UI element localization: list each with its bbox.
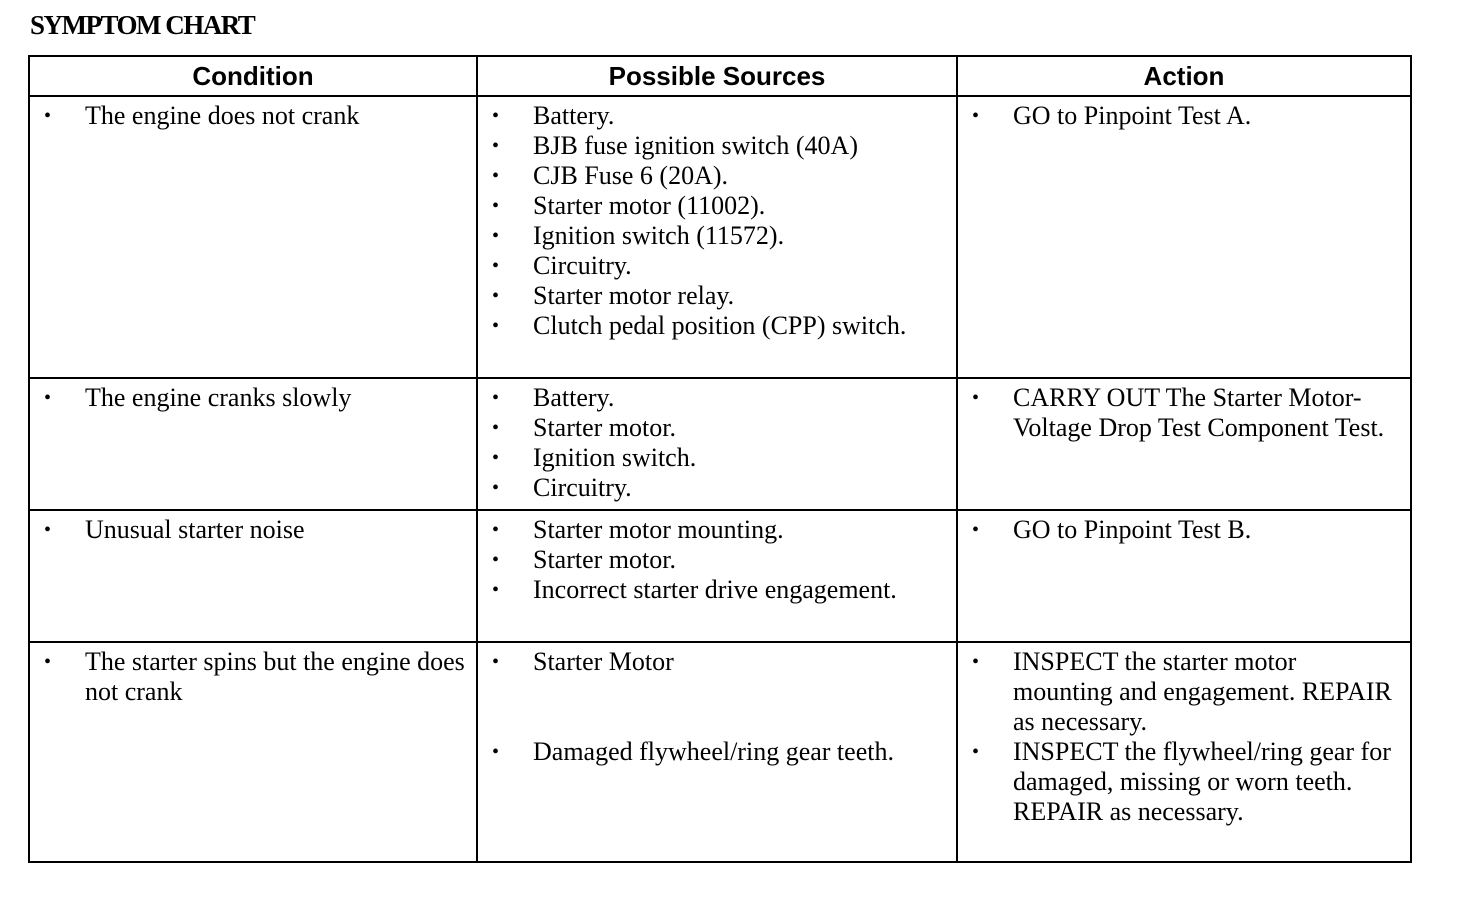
list-item: • Starter Motor bbox=[492, 647, 674, 676]
bullet-icon: • bbox=[972, 387, 980, 409]
bullet-icon: • bbox=[492, 135, 500, 157]
action-cell bbox=[957, 642, 1411, 862]
bullet-icon: • bbox=[44, 519, 52, 541]
bullet-icon: • bbox=[492, 519, 500, 541]
sources-cell bbox=[477, 510, 957, 642]
bullet-icon: • bbox=[972, 651, 980, 673]
list-item: • Ignition switch. bbox=[492, 443, 697, 472]
header-row bbox=[29, 56, 1411, 96]
list-item: • GO to Pinpoint Test A. bbox=[972, 101, 1252, 130]
action-cell bbox=[957, 510, 1411, 642]
list-item: • The engine does not crank bbox=[44, 101, 360, 130]
condition-cell bbox=[29, 378, 477, 510]
list-item: • Ignition switch (11572). bbox=[492, 221, 785, 250]
list-item: • Starter motor relay. bbox=[492, 281, 735, 310]
bullet-icon: • bbox=[44, 651, 52, 673]
bullet-icon: • bbox=[972, 105, 980, 127]
bullet-icon: • bbox=[492, 225, 500, 247]
bullet-icon: • bbox=[492, 105, 500, 127]
header-condition: Condition bbox=[29, 56, 477, 96]
condition-cell bbox=[29, 510, 477, 642]
bullet-icon: • bbox=[492, 579, 500, 601]
header-possible-sources: Possible Sources bbox=[477, 56, 957, 96]
list-item: • Circuitry. bbox=[492, 251, 632, 280]
list-item: • Unusual starter noise bbox=[44, 515, 305, 544]
list-item: • INSPECT the starter motor mounting and engagement. REPAIR as necessary. bbox=[972, 647, 1392, 736]
list-item: • CARRY OUT The Starter Motor-Voltage Drop Test Component Test. bbox=[972, 383, 1385, 442]
list-item: • Battery. bbox=[492, 383, 615, 412]
list-item: • Starter motor mounting. bbox=[492, 515, 784, 544]
bullet-icon: • bbox=[492, 447, 500, 469]
list-item: • Battery. bbox=[492, 101, 615, 130]
list-item: • BJB fuse ignition switch (40A) bbox=[492, 131, 858, 160]
list-item: • Starter motor. bbox=[492, 545, 676, 574]
table-row bbox=[29, 96, 1411, 378]
header-action: Action bbox=[957, 56, 1411, 96]
bullet-icon: • bbox=[44, 105, 52, 127]
bullet-icon: • bbox=[492, 387, 500, 409]
list-item: • Starter motor. bbox=[492, 413, 676, 442]
list-item: • The starter spins but the engine does not crank bbox=[44, 647, 465, 706]
bullet-icon: • bbox=[492, 651, 500, 673]
table-row bbox=[29, 642, 1411, 862]
bullet-icon: • bbox=[492, 285, 500, 307]
condition-cell bbox=[29, 642, 477, 862]
list-item: • GO to Pinpoint Test B. bbox=[972, 515, 1252, 544]
list-item: • Incorrect starter drive engagement. bbox=[492, 575, 897, 604]
table-row bbox=[29, 378, 1411, 510]
bullet-icon: • bbox=[972, 741, 980, 763]
page-title: SYMPTOM CHART bbox=[30, 10, 255, 40]
list-item: • Starter motor (11002). bbox=[492, 191, 766, 220]
list-item: • Damaged flywheel/ring gear teeth. bbox=[492, 737, 894, 766]
list-item: • The engine cranks slowly bbox=[44, 383, 352, 412]
sources-cell bbox=[477, 96, 957, 378]
bullet-icon: • bbox=[492, 417, 500, 439]
bullet-icon: • bbox=[492, 255, 500, 277]
bullet-icon: • bbox=[492, 477, 500, 499]
bullet-icon: • bbox=[492, 741, 500, 763]
action-cell bbox=[957, 96, 1411, 378]
bullet-icon: • bbox=[492, 165, 500, 187]
sources-cell bbox=[477, 642, 957, 862]
bullet-icon: • bbox=[492, 195, 500, 217]
table-row bbox=[29, 510, 1411, 642]
bullet-icon: • bbox=[492, 315, 500, 337]
bullet-icon: • bbox=[972, 519, 980, 541]
bullet-icon: • bbox=[492, 549, 500, 571]
list-item: • CJB Fuse 6 (20A). bbox=[492, 161, 729, 190]
bullet-icon: • bbox=[44, 387, 52, 409]
list-item: • INSPECT the flywheel/ring gear for damaged, missing or worn teeth. REPAIR as necessary. bbox=[972, 737, 1391, 826]
list-item: • Circuitry. bbox=[492, 473, 632, 502]
condition-cell bbox=[29, 96, 477, 378]
action-cell bbox=[957, 378, 1411, 510]
sources-cell bbox=[477, 378, 957, 510]
list-item: • Clutch pedal position (CPP) switch. bbox=[492, 311, 907, 340]
symptom-chart-table bbox=[28, 55, 1412, 863]
